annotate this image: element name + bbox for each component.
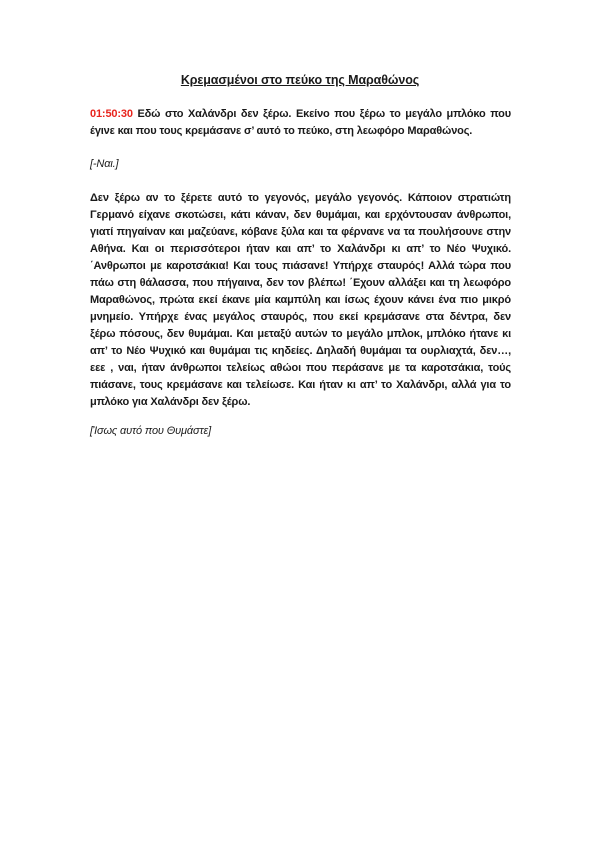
document-title: Κρεμασμένοι στο πεύκο της Μαραθώνος: [180, 73, 420, 87]
paragraph-main: Δεν ξέρω αν το ξέρετε αυτό το γεγονός, μεγάλο γεγονός. Κάποιον στρατιώτη Γερμανό είχανε σκοτώσει, κάτι κάναν, δεν θυμάμαι, και ερχόντουσαν άνθρωποι, γιατί πηγαίναν και μαζεύανε, κόβανε ξύλα και τα φέρνανε να τα πουλήσουνε στην Αθήνα. Και οι περισσότεροι ήταν και απ’ το Χαλάνδρι κι απ’ το Νέο Ψυχικό. ΄Ανθρωποι με καροτσάκια! Και τους πιάσανε! Υπήρχε σταυρός! Αλλά τώρα που πάω στη θάλασσα, που πήγαινα, δεν τον βλέπω! ΄Εχουν αλλάξει και τη λεωφόρο Μαραθώνος, πρώτα εκεί έκανε μία καμπύλη και ίσως έχουν κάνει ένα πιο μικρό μνημείο. Υπήρχε ένας μεγάλος σταυρός, που εκεί κρεμάσανε στα δέντρα, δεν ξέρω πόσους, δεν θυμάμαι. Και μεταξύ αυτών το μεγάλο μπλοκ, μπλόκο ήτανε κι απ’ το Νέο Ψυχικό και θυμάμαι τις κηδείες. Δηλαδή θυμάμαι τα ουρλιαχτά, δεν…, εεε , ναι, ήταν άνθρωποι τελείως αθώοι που περάσανε με τα καροτσάκια, τούς πιάσανε, τους κρεμάσανε και τελείωσε. Και ήταν κι απ’ το Χαλάνδρι, αλλά για το μπλόκο για Χαλάνδρι δεν ξέρω.: [90, 192, 511, 408]
interviewer-note-1: [-Ναι.]: [90, 158, 119, 170]
interviewer-note-2: [Ίσως αυτό που Θυμάστε]: [90, 425, 212, 437]
paragraph-intro: [90, 106, 511, 140]
paragraph-intro-text: Εδώ στο Χαλάνδρι δεν ξέρω. Εκείνο που ξέρω το μεγάλο μπλόκο που έγινε και που τους κρεμάσανε σ’ αυτό το πεύκο, στη λεωφόρο Μαραθώνος.: [90, 108, 511, 137]
timestamp: 01:50:30: [90, 108, 133, 120]
